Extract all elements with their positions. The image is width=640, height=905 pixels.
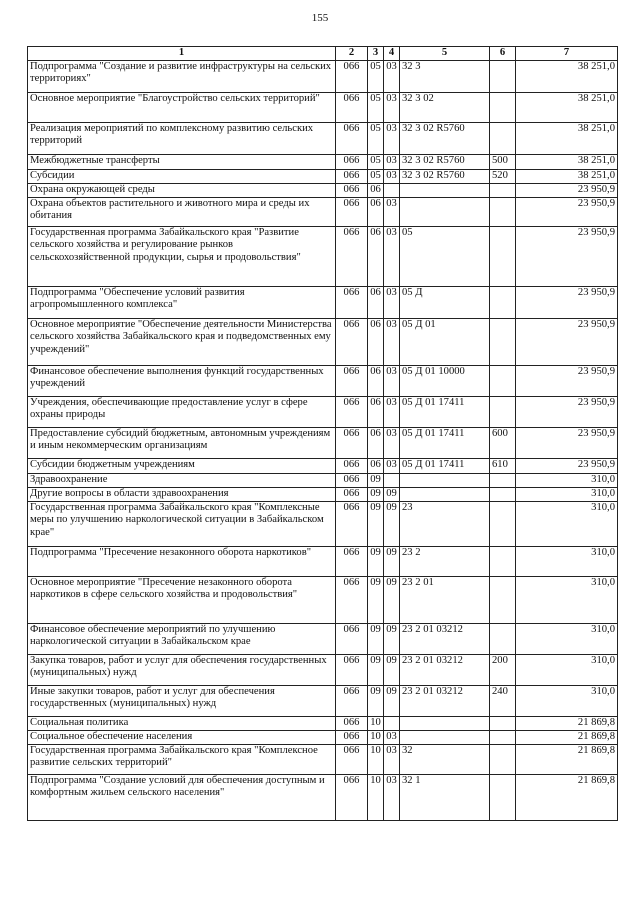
expense-type-cell [490, 318, 516, 365]
admin-code-cell: 066 [336, 623, 368, 654]
subsection-code-cell: 03 [384, 60, 400, 92]
row-name-cell: Реализация мероприятий по комплексному развитию сельских территорий [28, 122, 336, 154]
table-row [28, 546, 618, 576]
table-row [28, 396, 618, 427]
subsection-code-cell [384, 716, 400, 730]
admin-code-cell: 066 [336, 546, 368, 576]
expense-type-cell [490, 623, 516, 654]
subsection-code-cell: 09 [384, 576, 400, 623]
amount-cell: 23 950,9 [516, 396, 618, 427]
table-row [28, 122, 618, 154]
expense-type-cell: 200 [490, 654, 516, 685]
table-body [28, 60, 618, 820]
expense-type-cell [490, 730, 516, 744]
table-row [28, 365, 618, 396]
table-row [28, 501, 618, 546]
admin-code-cell: 066 [336, 473, 368, 487]
row-name-cell: Подпрограмма "Создание и развитие инфраструктуры на сельских территориях" [28, 60, 336, 92]
expense-type-cell [490, 546, 516, 576]
amount-cell: 310,0 [516, 501, 618, 546]
expense-type-cell [490, 226, 516, 286]
subsection-code-cell: 03 [384, 427, 400, 458]
subsection-code-cell: 03 [384, 396, 400, 427]
admin-code-cell: 066 [336, 122, 368, 154]
expense-type-cell [490, 183, 516, 197]
amount-cell: 23 950,9 [516, 226, 618, 286]
target-item-cell: 05 Д 01 17411 [400, 427, 490, 458]
target-item-cell: 05 Д 01 [400, 318, 490, 365]
target-item-cell: 23 2 01 03212 [400, 654, 490, 685]
admin-code-cell: 066 [336, 226, 368, 286]
expense-type-cell: 520 [490, 169, 516, 183]
expense-type-cell [490, 122, 516, 154]
row-name-cell: Учреждения, обеспечивающие предоставление услуг в сфере охраны природы [28, 396, 336, 427]
section-code-cell: 05 [368, 154, 384, 169]
row-name-cell: Финансовое обеспечение выполнения функций государственных учреждений [28, 365, 336, 396]
expense-type-cell [490, 396, 516, 427]
subsection-code-cell: 03 [384, 226, 400, 286]
subsection-code-cell: 09 [384, 501, 400, 546]
row-name-cell: Подпрограмма "Пресечение незаконного оборота наркотиков" [28, 546, 336, 576]
amount-cell: 23 950,9 [516, 427, 618, 458]
admin-code-cell: 066 [336, 427, 368, 458]
target-item-cell: 05 Д [400, 286, 490, 318]
column-header-6: 6 [490, 47, 516, 61]
admin-code-cell: 066 [336, 183, 368, 197]
section-code-cell: 10 [368, 774, 384, 820]
table-row [28, 716, 618, 730]
target-item-cell: 05 Д 01 17411 [400, 458, 490, 473]
admin-code-cell: 066 [336, 286, 368, 318]
table-row [28, 154, 618, 169]
table-row [28, 226, 618, 286]
admin-code-cell: 066 [336, 169, 368, 183]
row-name-cell: Социальная политика [28, 716, 336, 730]
column-header-7: 7 [516, 47, 618, 61]
expense-type-cell [490, 501, 516, 546]
amount-cell: 310,0 [516, 546, 618, 576]
row-name-cell: Закупка товаров, работ и услуг для обеспечения государственных (муниципальных) нужд [28, 654, 336, 685]
section-code-cell: 09 [368, 654, 384, 685]
section-code-cell: 10 [368, 716, 384, 730]
table-row [28, 576, 618, 623]
admin-code-cell: 066 [336, 458, 368, 473]
row-name-cell: Государственная программа Забайкальского края "Комплексные меры по улучшению наркологической ситуации в Забайкальском крае" [28, 501, 336, 546]
target-item-cell: 32 1 [400, 774, 490, 820]
budget-table [27, 46, 618, 821]
expense-type-cell [490, 716, 516, 730]
amount-cell: 310,0 [516, 487, 618, 501]
target-item-cell [400, 183, 490, 197]
expense-type-cell: 500 [490, 154, 516, 169]
expense-type-cell [490, 365, 516, 396]
page-number: 155 [311, 12, 329, 24]
row-name-cell: Иные закупки товаров, работ и услуг для обеспечения государственных (муниципальных) нужд [28, 685, 336, 716]
target-item-cell: 32 3 02 [400, 92, 490, 122]
amount-cell: 21 869,8 [516, 730, 618, 744]
admin-code-cell: 066 [336, 318, 368, 365]
target-item-cell: 32 3 02 R5760 [400, 154, 490, 169]
table-row [28, 487, 618, 501]
table-row [28, 623, 618, 654]
table-row [28, 730, 618, 744]
table-row [28, 774, 618, 820]
table-row [28, 458, 618, 473]
table-row [28, 744, 618, 774]
table-row [28, 685, 618, 716]
subsection-code-cell: 03 [384, 730, 400, 744]
row-name-cell: Субсидии [28, 169, 336, 183]
amount-cell: 38 251,0 [516, 122, 618, 154]
section-code-cell: 09 [368, 685, 384, 716]
section-code-cell: 10 [368, 730, 384, 744]
amount-cell: 23 950,9 [516, 183, 618, 197]
subsection-code-cell: 03 [384, 318, 400, 365]
target-item-cell: 05 Д 01 10000 [400, 365, 490, 396]
amount-cell: 38 251,0 [516, 60, 618, 92]
section-code-cell: 06 [368, 458, 384, 473]
section-code-cell: 05 [368, 169, 384, 183]
subsection-code-cell: 03 [384, 154, 400, 169]
row-name-cell: Основное мероприятие "Обеспечение деятельности Министерства сельского хозяйства Забайкальского края и подведомственных ему учреждений" [28, 318, 336, 365]
table-row [28, 197, 618, 226]
row-name-cell: Государственная программа Забайкальского края "Развитие сельского хозяйства и регулирование рынков сельскохозяйственной продукции, сырья и продовольствия" [28, 226, 336, 286]
section-code-cell: 05 [368, 60, 384, 92]
subsection-code-cell: 09 [384, 487, 400, 501]
admin-code-cell: 066 [336, 501, 368, 546]
expense-type-cell [490, 744, 516, 774]
subsection-code-cell: 03 [384, 92, 400, 122]
subsection-code-cell: 03 [384, 365, 400, 396]
expense-type-cell: 240 [490, 685, 516, 716]
amount-cell: 310,0 [516, 576, 618, 623]
expense-type-cell [490, 60, 516, 92]
section-code-cell: 06 [368, 427, 384, 458]
amount-cell: 310,0 [516, 685, 618, 716]
subsection-code-cell: 09 [384, 654, 400, 685]
amount-cell: 310,0 [516, 623, 618, 654]
admin-code-cell: 066 [336, 487, 368, 501]
target-item-cell: 05 [400, 226, 490, 286]
subsection-code-cell: 09 [384, 546, 400, 576]
table-row [28, 427, 618, 458]
table-row [28, 92, 618, 122]
subsection-code-cell: 03 [384, 122, 400, 154]
expense-type-cell [490, 576, 516, 623]
admin-code-cell: 066 [336, 685, 368, 716]
subsection-code-cell [384, 183, 400, 197]
row-name-cell: Социальное обеспечение населения [28, 730, 336, 744]
amount-cell: 38 251,0 [516, 154, 618, 169]
table-row [28, 60, 618, 92]
expense-type-cell: 610 [490, 458, 516, 473]
amount-cell: 21 869,8 [516, 774, 618, 820]
target-item-cell: 23 2 01 03212 [400, 685, 490, 716]
section-code-cell: 06 [368, 286, 384, 318]
amount-cell: 38 251,0 [516, 92, 618, 122]
target-item-cell: 23 [400, 501, 490, 546]
expense-type-cell: 600 [490, 427, 516, 458]
amount-cell: 310,0 [516, 473, 618, 487]
row-name-cell: Охрана объектов растительного и животного мира и среды их обитания [28, 197, 336, 226]
admin-code-cell: 066 [336, 716, 368, 730]
amount-cell: 21 869,8 [516, 716, 618, 730]
amount-cell: 23 950,9 [516, 318, 618, 365]
amount-cell: 38 251,0 [516, 169, 618, 183]
subsection-code-cell: 03 [384, 744, 400, 774]
target-item-cell [400, 730, 490, 744]
section-code-cell: 05 [368, 122, 384, 154]
admin-code-cell: 066 [336, 154, 368, 169]
section-code-cell: 09 [368, 487, 384, 501]
admin-code-cell: 066 [336, 654, 368, 685]
target-item-cell: 32 3 [400, 60, 490, 92]
admin-code-cell: 066 [336, 92, 368, 122]
section-code-cell: 10 [368, 744, 384, 774]
subsection-code-cell [384, 473, 400, 487]
section-code-cell: 06 [368, 365, 384, 396]
subsection-code-cell: 09 [384, 623, 400, 654]
table-row [28, 183, 618, 197]
target-item-cell: 32 3 02 R5760 [400, 122, 490, 154]
row-name-cell: Основное мероприятие "Пресечение незаконного оборота наркотиков в сфере сельского хозяйства и продовольствия" [28, 576, 336, 623]
subsection-code-cell: 03 [384, 286, 400, 318]
amount-cell: 21 869,8 [516, 744, 618, 774]
section-code-cell: 09 [368, 576, 384, 623]
subsection-code-cell: 03 [384, 774, 400, 820]
column-header-4: 4 [384, 47, 400, 61]
target-item-cell: 32 3 02 R5760 [400, 169, 490, 183]
target-item-cell [400, 197, 490, 226]
amount-cell: 23 950,9 [516, 286, 618, 318]
subsection-code-cell: 03 [384, 169, 400, 183]
row-name-cell: Охрана окружающей среды [28, 183, 336, 197]
row-name-cell: Другие вопросы в области здравоохранения [28, 487, 336, 501]
row-name-cell: Субсидии бюджетным учреждениям [28, 458, 336, 473]
amount-cell: 23 950,9 [516, 365, 618, 396]
admin-code-cell: 066 [336, 576, 368, 623]
amount-cell: 23 950,9 [516, 458, 618, 473]
admin-code-cell: 066 [336, 365, 368, 396]
expense-type-cell [490, 286, 516, 318]
target-item-cell: 23 2 01 03212 [400, 623, 490, 654]
target-item-cell: 32 [400, 744, 490, 774]
target-item-cell [400, 487, 490, 501]
admin-code-cell: 066 [336, 730, 368, 744]
admin-code-cell: 066 [336, 396, 368, 427]
section-code-cell: 06 [368, 197, 384, 226]
target-item-cell: 23 2 [400, 546, 490, 576]
row-name-cell: Финансовое обеспечение мероприятий по улучшению наркологической ситуации в Забайкальском крае [28, 623, 336, 654]
target-item-cell [400, 716, 490, 730]
subsection-code-cell: 03 [384, 197, 400, 226]
column-header-5: 5 [400, 47, 490, 61]
admin-code-cell: 066 [336, 774, 368, 820]
subsection-code-cell: 03 [384, 458, 400, 473]
section-code-cell: 06 [368, 318, 384, 365]
target-item-cell [400, 473, 490, 487]
row-name-cell: Межбюджетные трансферты [28, 154, 336, 169]
expense-type-cell [490, 487, 516, 501]
amount-cell: 310,0 [516, 654, 618, 685]
section-code-cell: 05 [368, 92, 384, 122]
table-row [28, 654, 618, 685]
table-row [28, 473, 618, 487]
admin-code-cell: 066 [336, 197, 368, 226]
column-header-2: 2 [336, 47, 368, 61]
row-name-cell: Подпрограмма "Создание условий для обеспечения доступным и комфортным жильем сельского населения" [28, 774, 336, 820]
table-header-row [28, 47, 618, 61]
row-name-cell: Здравоохранение [28, 473, 336, 487]
table-row [28, 318, 618, 365]
table-row [28, 286, 618, 318]
amount-cell: 23 950,9 [516, 197, 618, 226]
row-name-cell: Государственная программа Забайкальского края "Комплексное развитие сельских территорий" [28, 744, 336, 774]
section-code-cell: 09 [368, 546, 384, 576]
expense-type-cell [490, 197, 516, 226]
column-header-1: 1 [28, 47, 336, 61]
section-code-cell: 09 [368, 501, 384, 546]
subsection-code-cell: 09 [384, 685, 400, 716]
row-name-cell: Подпрограмма "Обеспечение условий развития агропромышленного комплекса" [28, 286, 336, 318]
admin-code-cell: 066 [336, 60, 368, 92]
section-code-cell: 06 [368, 396, 384, 427]
table-row [28, 169, 618, 183]
expense-type-cell [490, 473, 516, 487]
target-item-cell: 05 Д 01 17411 [400, 396, 490, 427]
row-name-cell: Предоставление субсидий бюджетным, автономным учреждениям и иным некоммерческим организациям [28, 427, 336, 458]
section-code-cell: 09 [368, 623, 384, 654]
admin-code-cell: 066 [336, 744, 368, 774]
section-code-cell: 09 [368, 473, 384, 487]
column-header-3: 3 [368, 47, 384, 61]
target-item-cell: 23 2 01 [400, 576, 490, 623]
section-code-cell: 06 [368, 226, 384, 286]
row-name-cell: Основное мероприятие "Благоустройство сельских территорий" [28, 92, 336, 122]
expense-type-cell [490, 92, 516, 122]
section-code-cell: 06 [368, 183, 384, 197]
expense-type-cell [490, 774, 516, 820]
